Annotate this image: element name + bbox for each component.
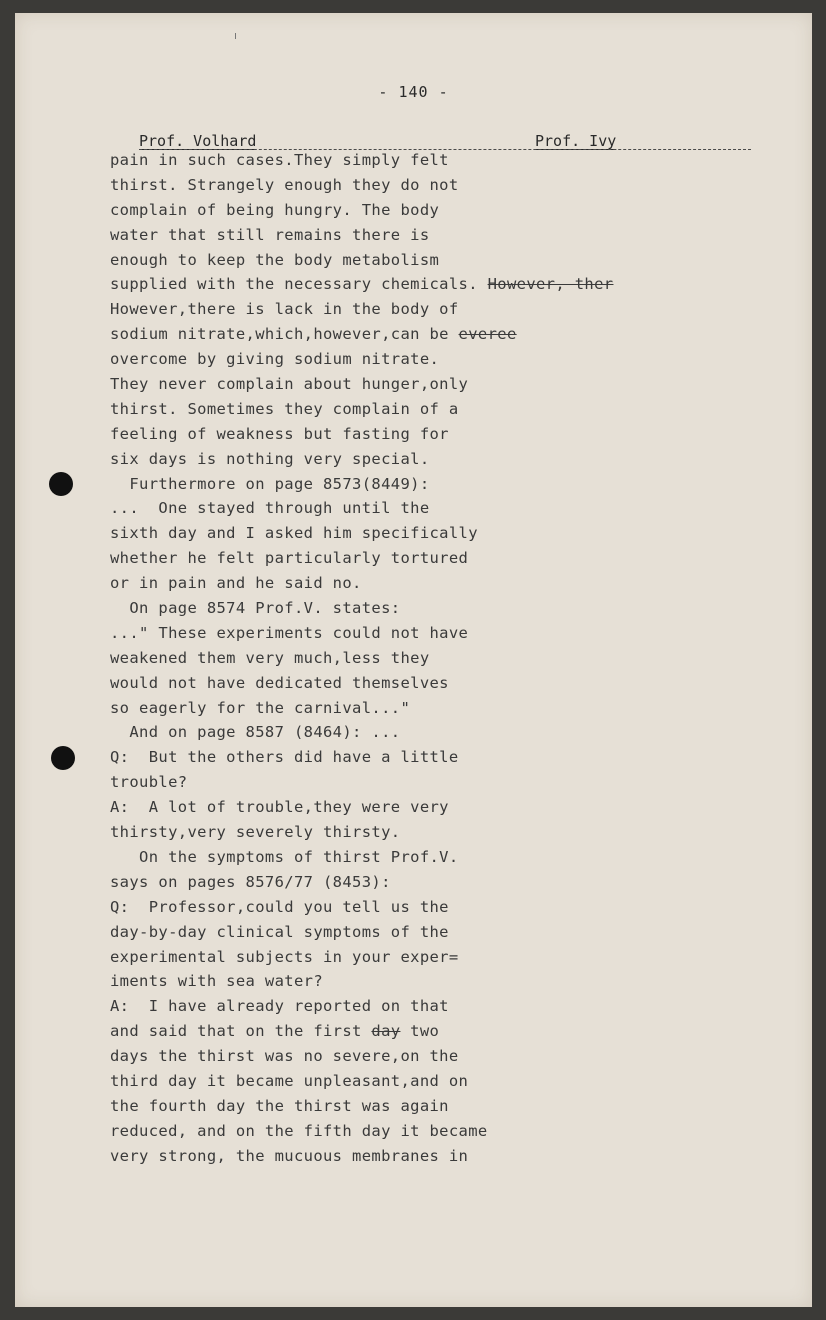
line-text: experimental subjects in your exper= xyxy=(110,947,459,966)
header-right-name: Prof. Ivy xyxy=(535,132,617,150)
line-text: water that still remains there is xyxy=(110,225,430,244)
line-text: On the symptoms of thirst Prof.V. xyxy=(110,847,459,866)
pen-mark xyxy=(235,33,236,39)
text-line xyxy=(110,248,800,273)
text-line xyxy=(110,920,800,945)
line-text: the fourth day the thirst was again xyxy=(110,1096,449,1115)
text-line xyxy=(110,696,800,721)
line-text: trouble? xyxy=(110,773,188,792)
line-text: enough to keep the body metabolism xyxy=(110,250,440,269)
line-text: would not have dedicated themselves xyxy=(110,673,449,692)
line-text: On page 8574 Prof.V. states: xyxy=(110,599,401,618)
text-line xyxy=(110,720,800,745)
line-text: pain in such cases.They simply felt xyxy=(110,151,449,169)
document-page xyxy=(15,13,812,1307)
text-line xyxy=(110,646,800,671)
punch-hole xyxy=(51,746,75,770)
line-text: days the thirst was no severe,on the xyxy=(110,1047,459,1066)
text-line xyxy=(110,397,800,422)
text-line xyxy=(110,521,800,546)
line-text: sixth day and I asked him specifically xyxy=(110,524,478,543)
line-text: They never complain about hunger,only xyxy=(110,375,469,394)
text-line xyxy=(110,770,800,795)
line-text: Q: Professor,could you tell us the xyxy=(110,897,449,916)
body-text xyxy=(110,148,800,1169)
line-text: thirsty,very severely thirsty. xyxy=(110,823,401,842)
text-line xyxy=(110,820,800,845)
line-text: and said that on the first xyxy=(110,1022,372,1041)
line-text: A: A lot of trouble,they were very xyxy=(110,798,449,817)
line-text: weakened them very much,less they xyxy=(110,648,430,667)
line-text: six days is nothing very special. xyxy=(110,449,430,468)
text-line xyxy=(110,447,800,472)
text-line xyxy=(110,1069,800,1094)
line-text: And on page 8587 (8464): ... xyxy=(110,723,401,742)
text-line xyxy=(110,372,800,397)
line-text: very strong, the mucuous membranes in xyxy=(110,1146,469,1165)
text-line xyxy=(110,546,800,571)
line-text: thirst. Strangely enough they do not xyxy=(110,175,459,194)
text-line xyxy=(110,272,800,297)
struck-text: day xyxy=(371,1022,401,1041)
text-line xyxy=(110,895,800,920)
line-text: so eagerly for the carnival..." xyxy=(110,698,411,717)
text-line xyxy=(110,1094,800,1119)
text-line xyxy=(110,1044,800,1069)
line-text: A: I have already reported on that xyxy=(110,997,449,1016)
text-line xyxy=(110,322,800,347)
line-text: day-by-day clinical symptoms of the xyxy=(110,922,449,941)
text-line xyxy=(110,198,800,223)
struck-text: everee xyxy=(458,325,517,344)
text-line xyxy=(110,621,800,646)
text-line xyxy=(110,745,800,770)
line-text: Furthermore on page 8573(8449): xyxy=(110,474,430,493)
text-line xyxy=(110,795,800,820)
line-text: reduced, and on the fifth day it became xyxy=(110,1121,488,1140)
line-text: or in pain and he said no. xyxy=(110,574,362,593)
text-line xyxy=(110,472,800,497)
text-line xyxy=(110,571,800,596)
text-line xyxy=(110,1144,800,1169)
line-text: sodium nitrate,which,however,can be xyxy=(110,325,459,344)
line-text: iments with sea water? xyxy=(110,972,323,991)
text-line xyxy=(110,347,800,372)
text-line xyxy=(110,994,800,1019)
page-number: - 140 - xyxy=(378,83,449,101)
text-line xyxy=(110,945,800,970)
line-text: overcome by giving sodium nitrate. xyxy=(110,350,440,369)
text-line xyxy=(110,845,800,870)
line-text: feeling of weakness but fasting for xyxy=(110,424,449,443)
header-left-name: Prof. Volhard xyxy=(139,132,257,150)
text-line xyxy=(110,223,800,248)
text-line xyxy=(110,297,800,322)
line-text: complain of being hungry. The body xyxy=(110,200,440,219)
text-line xyxy=(110,422,800,447)
punch-hole xyxy=(49,472,73,496)
text-line xyxy=(110,969,800,994)
text-line xyxy=(110,1019,800,1044)
text-line xyxy=(110,870,800,895)
line-text: third day it became unpleasant,and on xyxy=(110,1071,469,1090)
line-text: thirst. Sometimes they complain of a xyxy=(110,399,459,418)
line-text: Q: But the others did have a little xyxy=(110,748,459,767)
line-text: whether he felt particularly tortured xyxy=(110,549,469,568)
text-line xyxy=(110,1119,800,1144)
line-text: says on pages 8576/77 (8453): xyxy=(110,872,391,891)
line-text: ... One stayed through until the xyxy=(110,499,430,518)
line-text: supplied with the necessary chemicals. xyxy=(110,275,488,294)
line-text: However,there is lack in the body of xyxy=(110,300,459,319)
text-line xyxy=(110,496,800,521)
text-line xyxy=(110,173,800,198)
text-line xyxy=(110,148,800,173)
line-text-tail: two xyxy=(400,1022,440,1041)
struck-text: However, ther xyxy=(487,275,614,294)
text-line xyxy=(110,671,800,696)
line-text: ..." These experiments could not have xyxy=(110,623,469,642)
text-line xyxy=(110,596,800,621)
